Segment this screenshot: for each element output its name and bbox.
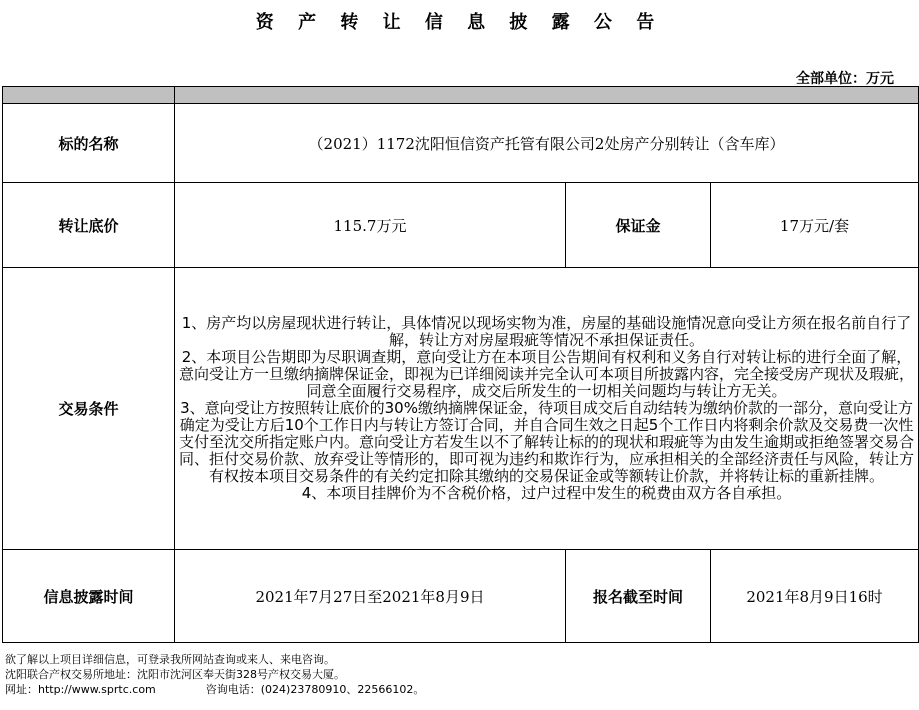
label-deposit: 保证金 [566, 183, 711, 268]
label-deadline: 报名截至时间 [566, 550, 711, 643]
value-time: 2021年7月27日至2021年8月9日 [175, 550, 566, 643]
header-gray-row [3, 87, 919, 104]
label-price: 转让底价 [3, 183, 175, 268]
condition-item: 2、本项目公告期即为尽职调查期，意向受让方在本项目公告期间有权利和义务自行对转让标的进行全面了解，意向受让方一旦缴纳摘牌保证金，即视为已详细阅读并完全认可本项目所披露内容，完全接受房产现状及瑕疵，同意全面履行交易程序，成交后所发生的一切相关问题均与转让方无关。 [179, 348, 915, 400]
condition-item: 1、房产均以房屋现状进行转让，具体情况以现场实物为准，房屋的基础设施情况意向受让方须在报名前自行了解，转让方对房屋瑕疵等情况不承担保证责任。 [181, 314, 912, 349]
row-time [3, 550, 919, 643]
page-title: 资 产 转 让 信 息 披 露 公 告 [255, 12, 664, 33]
footer-phone: 咨询电话：(024)23780910、22566102。 [205, 683, 425, 696]
label-name: 标的名称 [3, 104, 175, 183]
condition-item: 4、本项目挂牌价为不含税价格，过户过程中发生的税费由双方各自承担。 [301, 484, 792, 502]
disclosure-table [2, 86, 919, 643]
header-gray-cell [175, 87, 919, 104]
row-conditions [3, 268, 919, 550]
label-time: 信息披露时间 [3, 550, 175, 643]
condition-item: 3、意向受让方按照转让底价的30%缴纳摘牌保证金，待项目成交后自动结转为缴纳价款的一部分，意向受让方确定为受让方后10个工作日内与转让方签订合同，并自合同生效之日起5个工作日内将剩余价款及交易费一次性支付至沈交所指定账户内。意向受让方若发生以不了解转让标的的现状和瑕疵等为由发生逾期或拒绝签署交易合同、拒付交易价款、放弃受让等情形的，即可视为违约和欺诈行为，应承担相关的全部经济责任与风险，转让方有权按本项目交易条件的有关约定扣除其缴纳的交易保证金或等额转让价款，并将转让标的重新挂牌。 [179, 399, 915, 485]
value-deposit: 17万元/套 [711, 183, 919, 268]
label-conditions: 交易条件 [3, 268, 175, 550]
value-conditions [175, 268, 919, 550]
footer-line-address: 沈阳联合产权交易所地址：沈阳市沈河区奉天街328号产权交易大厦。 [5, 668, 345, 681]
value-deadline: 2021年8月9日16时 [711, 550, 919, 643]
footer-line-contact [5, 682, 424, 697]
value-price: 115.7万元 [175, 183, 566, 268]
footer-website: 网址：http://www.sprtc.com [5, 683, 156, 696]
header-gray-cell [3, 87, 175, 104]
row-name [3, 104, 919, 183]
footer [5, 652, 424, 697]
row-price [3, 183, 919, 268]
unit-note: 全部单位：万元 [796, 71, 894, 87]
value-name: （2021）1172沈阳恒信资产托管有限公司2处房产分别转让（含车库） [175, 104, 919, 183]
footer-line-info: 欲了解以上项目详细信息，可登录我所网站查询或来人、来电咨询。 [5, 653, 335, 666]
